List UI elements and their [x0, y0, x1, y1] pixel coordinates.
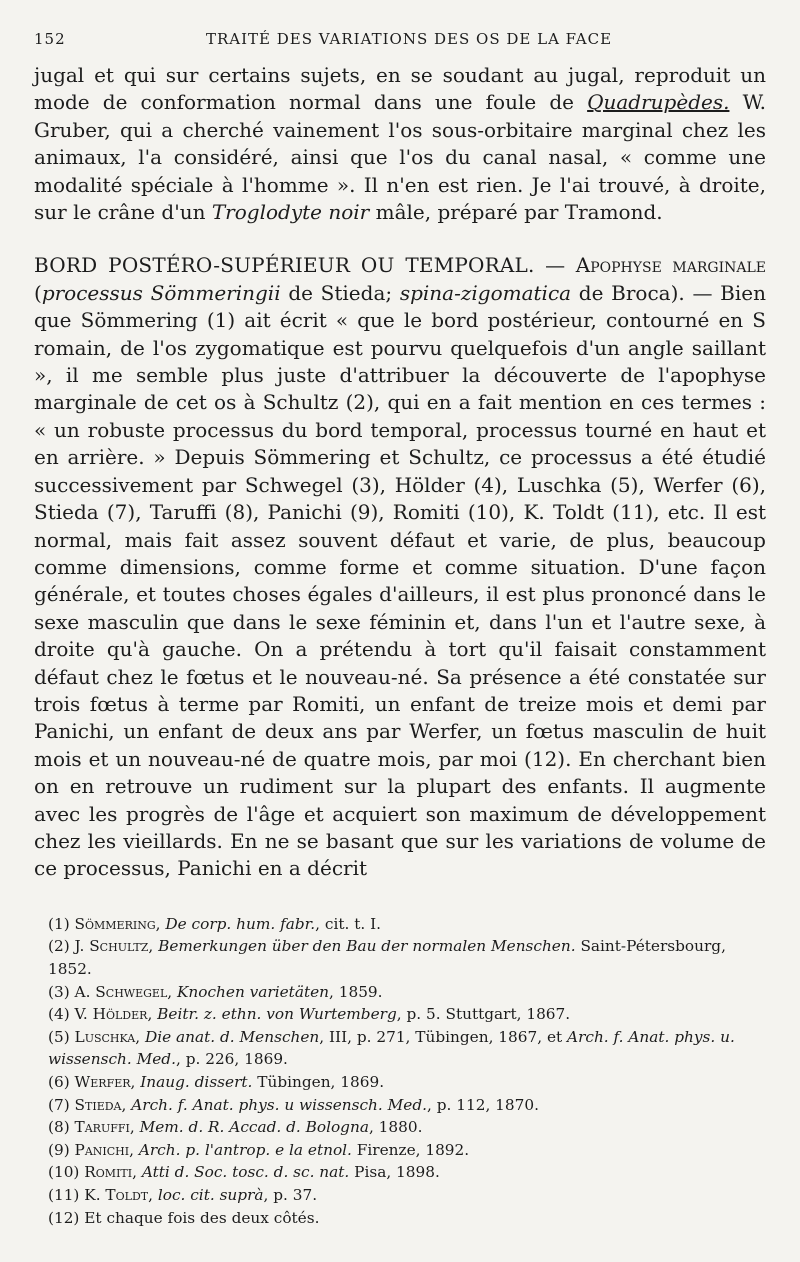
- footnotes: [34, 913, 766, 1229]
- text-run: , p. 226, 1869.: [175, 1050, 288, 1069]
- footnote-title: De corp. hum. fabr.: [165, 914, 316, 933]
- text-run: ,: [129, 1140, 139, 1159]
- footnote-author: V. Hölder: [74, 1005, 148, 1024]
- running-head: [34, 30, 766, 48]
- text-run: ,: [155, 914, 166, 933]
- footnote: [48, 1003, 766, 1026]
- footnote: [48, 1184, 766, 1207]
- text-run: Pisa, 1898.: [349, 1163, 440, 1182]
- text-run: Saint-Pétersbourg, 1852.: [48, 937, 726, 978]
- footnote: [48, 913, 766, 936]
- footnote-number: (11): [48, 1185, 85, 1204]
- footnote-title: Die anat. d. Menschen: [144, 1027, 320, 1046]
- footnote-author: J. Schultz: [74, 937, 149, 956]
- text-run: ,: [121, 1095, 132, 1114]
- text-run: , 1859.: [329, 982, 383, 1001]
- text-run: , III, p. 271, Tübingen, 1867, et: [319, 1027, 568, 1046]
- footnote: [48, 1094, 766, 1117]
- footnote: [48, 1071, 766, 1094]
- text-run: ,: [130, 1072, 141, 1091]
- footnote: [48, 1161, 766, 1184]
- footnote: [48, 935, 766, 980]
- footnote-title: Beitr. z. ethn. von Wurtemberg: [157, 1005, 397, 1024]
- section-paragraph: [34, 252, 766, 882]
- footnote-number: (2): [48, 937, 75, 956]
- footnote-number: (5): [48, 1027, 75, 1046]
- footnote-author: Romiti: [84, 1163, 133, 1182]
- footnote-author: Luschka: [74, 1027, 136, 1046]
- footnote-author: K. Toldt: [84, 1185, 149, 1204]
- footnote-text: Et chaque fois des deux côtés.: [84, 1208, 320, 1227]
- footnote-author: A. Schwegel: [74, 982, 168, 1001]
- footnote-number: (7): [48, 1095, 75, 1114]
- footnote-author: Werfer: [74, 1072, 131, 1091]
- footnote-number: (1): [48, 914, 75, 933]
- footnote-author: Taruffi: [74, 1118, 130, 1137]
- text-run: , p. 5. Stuttgart, 1867.: [396, 1005, 571, 1024]
- footnote-title: Arch. f. Anat. phys. u wissensch. Med.: [131, 1095, 427, 1114]
- text-run: ,: [167, 982, 177, 1001]
- text-run: jugal et qui sur certains sujets, en se soudant au jugal, reproduit un mode de conformation normal dans une foule de: [34, 63, 766, 115]
- text-run: Tübingen, 1869.: [252, 1072, 385, 1091]
- footnote-author: Panichi: [74, 1140, 130, 1159]
- footnote-number: (8): [48, 1118, 75, 1137]
- text-run: de Broca). — Bien que Sömmering (1) ait écrit « que le bord postérieur, contourné en S romain, de l'os zygomatique est pourvu quelquefois d'un angle saillant », il me semble plus juste d'attribuer la découverte de l'apophyse marginale de cet os à Schultz (2), qui en a fait mention en ces termes : « un robuste processus du bord temporal, processus tourné en haut et en arrière. » Depuis Sömmering et Schultz, ce processus a été étudié successivement par Schwegel (3), Hölder (4), Luschka (5), Werfer (6), Stieda (7), Taruffi (8), Panichi (9), Romiti (10), K. Toldt (11), etc. Il est normal, mais fait assez souvent défaut et varie, de plus, beaucoup comme dimensions, comme forme et comme situation. D'une façon générale, et toutes choses égales d'ailleurs, il est plus prononcé dans le sexe masculin que dans le sexe féminin et, dans l'un et l'autre sexe, à droite qu'à gauche. On a prétendu à tort qu'il faisait constamment défaut chez le fœtus et le nouveau-né. Sa présence a été constatée sur trois fœtus à terme par Romiti, un enfant de treize mois et demi par Panichi, un enfant de deux ans par Werfer, un fœtus masculin de huit mois et un nouveau-né de quatre mois, par moi (12). En cherchant bien on en retrouve un rudiment sur la plupart des enfants. Il augmente avec les progrès de l'âge et acquiert son maximum de développement chez les vieillards. En ne se basant que sur les variations de volume de ce processus, Panichi en a décrit: [34, 280, 766, 881]
- text-run: ,: [147, 1005, 158, 1024]
- paragraph-continuation: [34, 62, 766, 226]
- footnote-number: (9): [48, 1140, 75, 1159]
- italic-term: spina-zigomatica: [399, 280, 572, 305]
- italic-term: Quadrupèdes.: [587, 90, 730, 115]
- text-run: Firenze, 1892.: [351, 1140, 470, 1159]
- text-run: ,: [132, 1163, 142, 1182]
- text-run: , p. 112, 1870.: [427, 1095, 539, 1114]
- footnote-title: Arch. p. l'antrop. e la etnol.: [138, 1140, 352, 1159]
- running-title: TRAITÉ DES VARIATIONS DES OS DE LA FACE: [205, 30, 613, 48]
- footnote-title: Knochen varietäten: [176, 982, 329, 1001]
- footnote-number: (12): [48, 1208, 85, 1227]
- footnote-number: (10): [48, 1163, 85, 1182]
- text-run: , p. 37.: [263, 1185, 318, 1204]
- text-run: —: [534, 253, 576, 278]
- italic-term: processus Sömmeringii: [41, 280, 281, 305]
- footnote-title: Atti d. Soc. tosc. d. sc. nat.: [141, 1163, 350, 1182]
- footnote-number: (4): [48, 1005, 75, 1024]
- footnote-title: Mem. d. R. Accad. d. Bologna: [139, 1118, 369, 1137]
- text-run: de Stieda;: [280, 280, 400, 305]
- footnote-number: (6): [48, 1072, 75, 1091]
- italic-term: Troglodyte noir: [211, 200, 370, 225]
- footnote: [48, 1139, 766, 1162]
- page-number: 152: [34, 30, 66, 48]
- footnote-title: loc. cit. suprà: [157, 1185, 264, 1204]
- footnote: [48, 981, 766, 1004]
- footnote-title: Inaug. dissert.: [140, 1072, 253, 1091]
- text-run: ,: [129, 1118, 140, 1137]
- footnote-number: (3): [48, 982, 75, 1001]
- footnote: [48, 1207, 766, 1230]
- text-run: mâle, préparé par Tramond.: [369, 200, 663, 225]
- text-run: ,: [148, 1185, 158, 1204]
- text-run: ,: [135, 1027, 145, 1046]
- text-run: , 1880.: [368, 1118, 423, 1137]
- text-run: , cit. t. I.: [315, 914, 381, 933]
- footnote: [48, 1116, 766, 1139]
- footnote-title: Arch. f. Anat. phys. u. wissensch. Med.: [48, 1027, 735, 1069]
- footnote-title: Bemerkungen über den Bau der normalen Menschen.: [158, 937, 576, 956]
- text-run: ,: [148, 937, 159, 956]
- main-text: [34, 62, 766, 883]
- text-run: W. Gruber, qui a cherché vainement l'os sous-orbitaire marginal chez les animaux, l'a considéré, ainsi que l'os du canal nasal, « comme une modalité spéciale à l'homme ». Il n'en est rien. Je l'ai trouvé, à droite, sur le crâne d'un: [34, 90, 766, 225]
- text-run: (: [34, 280, 42, 305]
- footnote-author: Stieda: [74, 1095, 122, 1114]
- footnote-author: Sömmering: [74, 914, 156, 933]
- footnote: [48, 1026, 766, 1071]
- section-heading: BORD POSTÉRO-SUPÉRIEUR OU TEMPORAL.: [34, 253, 535, 278]
- section-subheading: Apophyse marginale: [575, 253, 766, 278]
